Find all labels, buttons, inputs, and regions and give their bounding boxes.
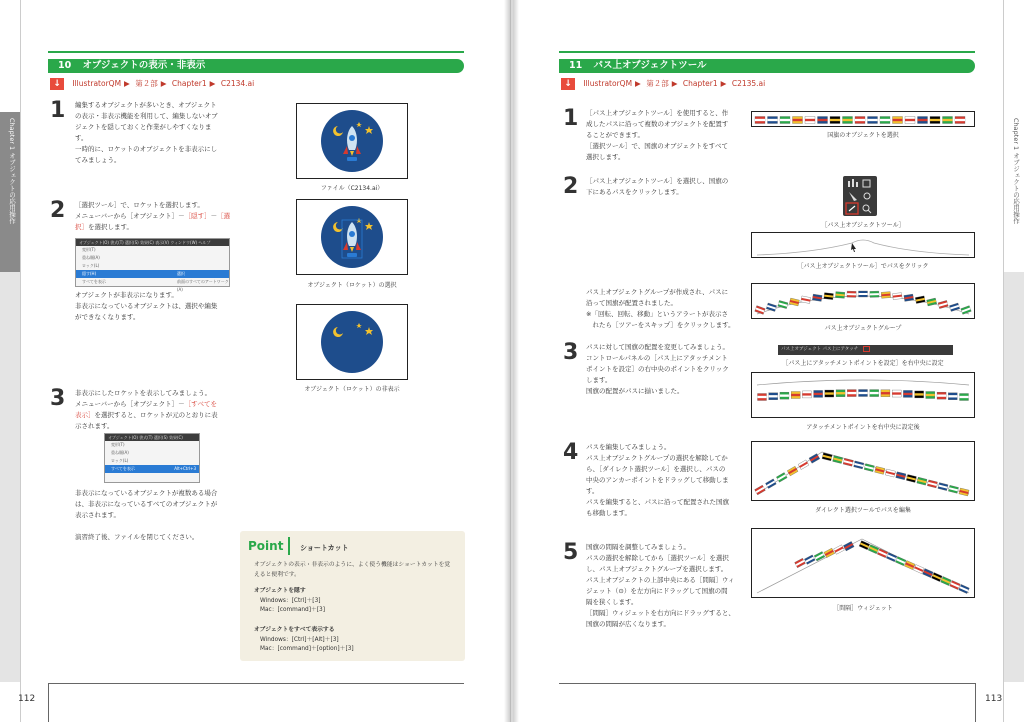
margin-line: [20, 0, 21, 722]
file-path: ↓ IllustratorQM ▶ 第２部 ▶ Chapter1 ▶ C2135.ai: [561, 78, 765, 90]
rocket-figure-2: [296, 199, 408, 275]
flag: [791, 392, 800, 399]
flag-spacing: [752, 529, 974, 597]
curved-path: [752, 233, 974, 257]
flag: [896, 472, 906, 480]
flag: [814, 390, 823, 397]
path-line: [757, 380, 969, 385]
step-number: 1: [50, 98, 66, 123]
spacing-widget-figure: [751, 528, 975, 598]
flag: [847, 390, 856, 397]
flag: [892, 390, 901, 397]
flag: [881, 390, 890, 397]
control-panel: [778, 345, 953, 355]
point-box: [240, 531, 465, 661]
flag: [824, 548, 835, 558]
path-object-tool-icon: [843, 176, 877, 216]
bottom-rule: [559, 683, 975, 684]
flag: [795, 558, 806, 568]
flag: [780, 392, 789, 399]
point-hide-win: Windows：[Ctrl]＋[3]: [260, 598, 321, 604]
margin-line: [1003, 0, 1004, 722]
step-number: 2: [50, 198, 66, 223]
path-object-group-figure: [751, 283, 975, 319]
file-path-item: IllustratorQM: [583, 79, 633, 88]
flag: [915, 391, 924, 398]
flag: [814, 552, 825, 562]
figure-caption: パス上オブジェクトグループ: [824, 325, 902, 332]
flag: [847, 291, 856, 297]
flag: [932, 572, 943, 581]
section-top-rule: [48, 51, 464, 53]
step-2-result: オブジェクトが非表示になります。 非表示になっているオブジェクトは、選択や編集 ができなくなります。: [75, 291, 218, 321]
flag: [755, 117, 765, 124]
path-line: [757, 296, 969, 314]
step-number: 1: [563, 106, 579, 131]
gutter-shadow: [504, 0, 510, 722]
rocket-hidden-illustration: [297, 305, 407, 379]
step-2-text: ［パス上オブジェクトツール］を選択し、国旗の 下にあるパスをクリックします。: [586, 177, 729, 196]
flag: [787, 466, 798, 476]
step-number: 2: [563, 174, 579, 199]
flag: [926, 392, 935, 399]
flag: [768, 117, 778, 124]
side-band: [0, 272, 20, 682]
download-arrow-icon: ↓: [50, 78, 64, 90]
flag: [930, 117, 940, 124]
flag: [893, 293, 903, 300]
flag: [854, 461, 864, 469]
flag: [955, 117, 965, 124]
side-band: [1004, 272, 1024, 682]
attachment-point-icon: [863, 346, 870, 352]
figure-caption: ［パス上オブジェクトツール］: [821, 222, 905, 229]
menu-item: 変形(T): [111, 442, 125, 447]
flag: [855, 117, 865, 124]
flag: [812, 294, 822, 301]
flag: [961, 306, 972, 315]
flag: [868, 545, 879, 554]
flag: [938, 483, 948, 491]
rocket-figure-3: [296, 304, 408, 380]
flag: [801, 296, 811, 304]
figure-caption: 国旗のオブジェクトを選択: [827, 132, 899, 139]
flag: [948, 485, 958, 493]
point-show-title: オブジェクトをすべて表示する: [254, 627, 335, 633]
flag-arc-aligned: [752, 373, 974, 417]
file-path-item: Chapter1: [682, 79, 718, 88]
flag: [859, 291, 868, 297]
submenu-item: 前面のすべてのアートワーク(A): [177, 279, 229, 292]
bottom-tick: [975, 683, 976, 722]
step-3-text: パスに対して国旗の配置を変更してみましょう。 コントロールパネルの［パス上にアタッチメント ポイントを設定］の右中央のポイントをクリック します。 国旗の配置がパスに揃いました。: [586, 343, 729, 395]
menu-item-selected: すべてを表示 Alt+Ctrl+3: [105, 465, 199, 473]
step-3-text: 非表示にしたロケットを表示してみましょう。 メニューバーから［オブジェクト］－［すべてを 表示］を選択すると、ロケットが元のとおりに表 示されます。: [75, 389, 218, 430]
flag: [904, 561, 915, 570]
step-4-text: パスを編集してみましょう。 パス上オブジェクトグループの選択を解除してか ら、［ダイレクト選択ツール］を選択し、パスの 中央のアンカーポイントをドラッグして移動しま す。 パスを編集すると、パスに沿って配置された国旗 も移動します。: [586, 443, 729, 517]
section-number: 10: [58, 60, 72, 71]
section-title: パス上オブジェクトツール: [593, 60, 707, 71]
flag: [950, 580, 961, 589]
point-hide-mac: Mac：[command]＋[3]: [260, 607, 326, 613]
flag: [843, 541, 854, 551]
flag: [918, 117, 928, 124]
step-3-result: 非表示になっているオブジェクトが複数ある場合 は、非表示になっているすべてのオブジェクトが 表示されます。: [75, 489, 218, 519]
menu-bar: オブジェクト(O) 書式(T) 選択(S) 効果(C): [105, 434, 199, 441]
step-number: 3: [563, 340, 579, 365]
step-1-text: ［パス上オブジェクトツール］を使用すると、作 成したパスに沿って複数のオブジェクトを配置す ることができます。 ［選択ツール］で、国旗のオブジェクトをすべて 選択します。: [586, 109, 729, 161]
flag: [780, 117, 790, 124]
menu-item: すべてを表示: [82, 279, 106, 284]
flag: [903, 390, 912, 397]
flag-peak: [752, 442, 974, 500]
menu-item: ロック(L): [82, 263, 100, 268]
bottom-tick: [48, 683, 49, 722]
flag: [943, 117, 953, 124]
left-page: [0, 0, 511, 722]
flag: [755, 306, 766, 315]
point-show-mac: Mac：[command]＋[option]＋[3]: [260, 646, 354, 652]
bottom-rule: [48, 683, 464, 684]
flag: [830, 117, 840, 124]
flag: [959, 488, 969, 496]
flag: [917, 477, 927, 485]
section-title-bar: [559, 59, 975, 73]
gutter-shadow: [513, 0, 519, 722]
flag: [937, 392, 946, 399]
flag: [868, 117, 878, 124]
step-5-text: 国旗の間隔を調整してみましょう。 パスの選択を解除してから［選択ツール］を選択 し、パス上オブジェクトグループを選択します。 パス上オブジェクトの上部中央にある［間隔］ウィ ジェット（⊙）を左方向にドラッグして国旗の間 隔を狭くします。 ［間隔］ウィジェットを右方向にドラッグすると、 国旗の間隔が広くなります。: [586, 543, 735, 628]
rocket-illustration: [297, 104, 407, 178]
flag: [864, 464, 874, 472]
attachment-set-figure: [751, 372, 975, 418]
flag: [809, 454, 820, 464]
point-show-win: Windows：[Ctrl]＋[Alt]＋[3]: [260, 637, 339, 643]
flag: [922, 569, 933, 578]
flag: [755, 485, 766, 495]
flag: [843, 458, 853, 466]
flag: [758, 394, 767, 401]
step-number: 5: [563, 540, 579, 565]
flag: [789, 298, 799, 306]
flag: [948, 393, 957, 400]
right-page: [513, 0, 1024, 722]
flag: [960, 394, 969, 401]
file-path-item: C2134.ai: [220, 79, 255, 88]
page-number: 113: [985, 694, 1003, 704]
menu-item: 重ね順(A): [111, 450, 129, 455]
point-divider: [288, 537, 290, 555]
flag: [927, 298, 937, 306]
step-2-text: ［選択ツール］で、ロケットを選択します。 メニューバーから［オブジェクト］－［隠す］－［選 択］を選択します。: [75, 201, 231, 231]
figure-caption: ファイル（C2134.ai）: [320, 185, 384, 192]
file-path-item: IllustratorQM: [72, 79, 122, 88]
section-title: オブジェクトの表示・非表示: [82, 60, 206, 71]
flag: [880, 117, 890, 124]
figure-caption: ［間隔］ウィジェット: [833, 605, 893, 612]
flag: [905, 117, 915, 124]
figure-caption: ダイレクト選択ツールでパスを編集: [815, 507, 911, 514]
point-hide-title: オブジェクトを隠す: [254, 588, 306, 594]
step-number: 4: [563, 440, 579, 465]
flag: [906, 474, 916, 482]
submenu-item-selected: 選択: [171, 270, 229, 278]
figure-caption: ［パス上にアタッチメントポイントを設定］を右中央に設定: [782, 360, 944, 367]
figure-caption: オブジェクト（ロケット）の選択: [307, 282, 397, 289]
flags-row-figure: [751, 111, 975, 127]
file-path-item: Chapter1: [171, 79, 207, 88]
path-click-figure: [751, 232, 975, 258]
rocket-selected-illustration: [297, 200, 407, 274]
flag: [822, 453, 832, 461]
flag-arc: [752, 284, 974, 318]
flag-row: [752, 113, 974, 127]
file-path-item: C2135.ai: [731, 79, 766, 88]
rocket-figure-1: [296, 103, 408, 179]
flag: [802, 391, 811, 398]
flag: [835, 292, 844, 299]
flag: [769, 393, 778, 400]
flag: [818, 117, 828, 124]
flag: [886, 553, 897, 562]
flag: [793, 117, 803, 124]
flag: [895, 557, 906, 566]
toolbar-screenshot: [843, 176, 877, 216]
menu-item-selected: 隠す(H): [76, 270, 171, 278]
file-path: ↓ IllustratorQM ▶ 第２部 ▶ Chapter1 ▶ C2134.ai: [50, 78, 254, 90]
flag: [870, 390, 879, 397]
flag: [877, 549, 888, 558]
section-title-bar: [48, 59, 464, 73]
flag: [941, 576, 952, 585]
flag: [885, 469, 895, 477]
menu-item: ロック(L): [111, 458, 129, 463]
file-path-item: 第２部: [646, 79, 669, 88]
chapter-side-tab: Chapter 1 オブジェクトの応用操作: [0, 112, 20, 272]
flag: [833, 456, 843, 464]
figure-caption: アタッチメントポイントを右中央に設定後: [806, 424, 920, 431]
section-top-rule: [559, 51, 975, 53]
flag: [843, 117, 853, 124]
download-arrow-icon: ↓: [561, 78, 575, 90]
direct-select-figure: [751, 441, 975, 501]
flag: [870, 291, 879, 297]
figure-caption: ［パス上オブジェクトツール］でパスをクリック: [797, 263, 929, 270]
section-number: 11: [569, 60, 583, 71]
flag: [893, 117, 903, 124]
menu-item: 変形(T): [82, 247, 96, 252]
chapter-side-tab: Chapter 1 オブジェクトの応用操作: [1004, 112, 1024, 272]
flag: [859, 390, 868, 397]
file-path-item: 第２部: [135, 79, 158, 88]
figure-caption: オブジェクト（ロケット）の非表示: [304, 386, 400, 393]
flag: [927, 480, 937, 488]
menu-screenshot-hide: [75, 238, 230, 292]
point-intro: オブジェクトの表示・非表示のように、よく使う機能はショートカットを覚 えると便利です。: [254, 562, 451, 578]
menu-screenshot-show-all: [104, 433, 200, 483]
step-number: 3: [50, 386, 66, 411]
flag: [875, 466, 885, 474]
control-panel-label: パス上オブジェクト パス上にアタッチ: [781, 347, 859, 352]
flag: [836, 390, 845, 397]
flag: [805, 117, 815, 124]
point-subheading: ショートカット: [300, 544, 349, 552]
step-1-text: 編集するオブジェクトが多いとき、オブジェクト の表示・非表示機能を利用して、編集しないオブ ジェクトを隠しておくと作業がしやすくなりま す。 一時的に、ロケットのオブジェクトを非表示にし てみましょう。: [75, 101, 218, 164]
flag: [881, 292, 890, 299]
flag: [915, 296, 925, 304]
step-2-result: パス上オブジェクトグループが作成され、パスに 沿って国旗が配置されました。 ※「回転、回転、移動」というアラートが表示さ れたら［ツアーをスキップ］をクリックします。: [586, 288, 735, 329]
flag: [824, 293, 834, 300]
exercise-end-note: 演習終了後、ファイルを閉じてください。: [75, 533, 199, 541]
point-heading: Point: [248, 539, 284, 553]
page-number: 112: [18, 694, 36, 704]
flag: [904, 294, 914, 301]
flag: [825, 390, 834, 397]
menu-item: 重ね順(A): [82, 255, 100, 260]
menu-bar: オブジェクト(O) 書式(T) 選択(S) 効果(C) 表示(V) ウィンドウ(W) ヘルプ: [76, 239, 229, 246]
flag: [804, 555, 815, 565]
